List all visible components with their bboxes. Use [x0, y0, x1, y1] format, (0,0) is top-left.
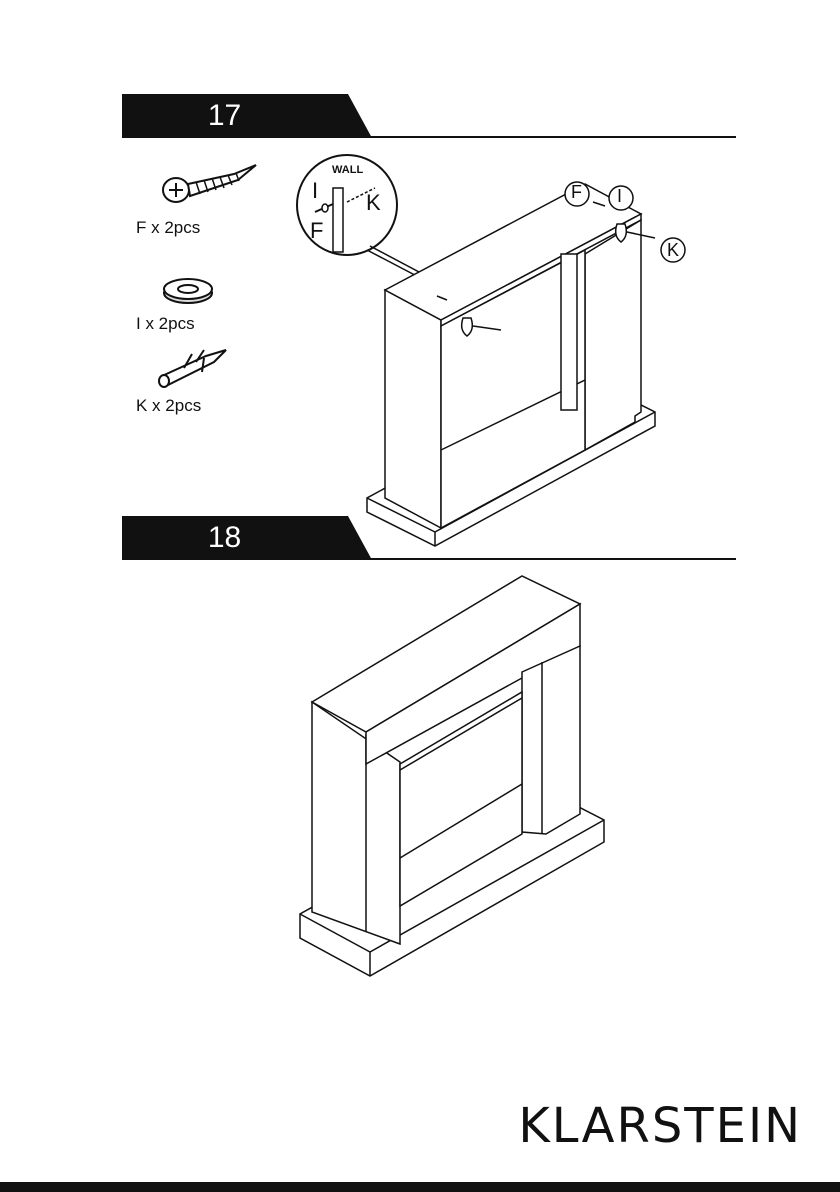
wall-label: WALL	[332, 164, 364, 176]
step-divider	[362, 136, 736, 138]
part-label: K x 2pcs	[136, 396, 202, 415]
detail-label-k: K	[366, 190, 381, 215]
part-label: I x 2pcs	[136, 314, 195, 333]
step-18-header	[122, 516, 736, 560]
callout-i: I	[617, 186, 623, 206]
part-label: F x 2pcs	[136, 218, 201, 237]
step-17-drawing	[295, 150, 735, 550]
assembled-mantel-drawing	[296, 572, 616, 982]
step-number: 17	[207, 99, 242, 132]
detail-label-i: I	[312, 178, 319, 203]
callout-f: F	[571, 182, 582, 202]
step-number-tab	[122, 94, 372, 138]
footer-bar	[0, 1182, 840, 1192]
step-17-header	[122, 94, 736, 138]
mantel-frame	[367, 184, 655, 546]
part-wall-plug	[136, 346, 266, 426]
detail-label-f: F	[310, 218, 324, 243]
washer-icon	[158, 276, 218, 306]
callout-k: K	[667, 240, 680, 260]
part-screw	[136, 160, 266, 240]
step-divider	[362, 558, 736, 560]
wall-plug-icon	[154, 346, 234, 388]
brand-logo: KLARSTEIN	[518, 1098, 802, 1154]
step-number: 18	[207, 521, 242, 554]
screw-icon	[158, 160, 268, 210]
step-number-tab	[122, 516, 372, 560]
part-washer	[136, 276, 266, 336]
